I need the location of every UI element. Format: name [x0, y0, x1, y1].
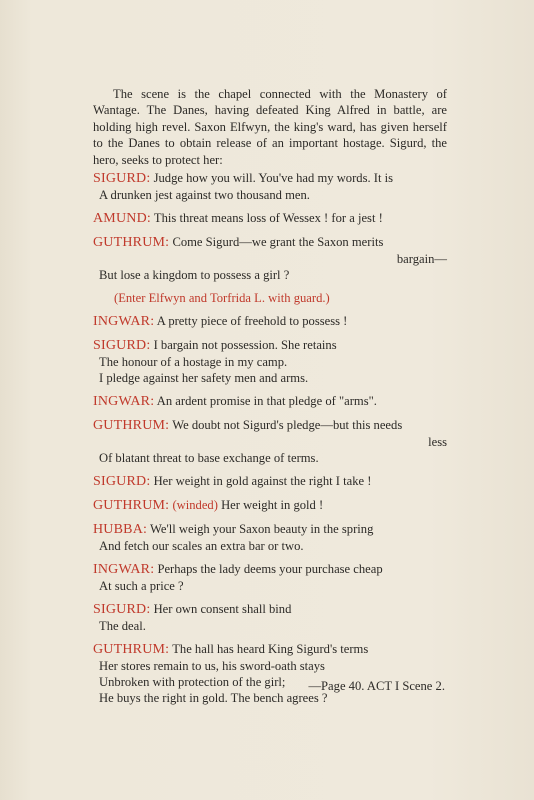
speaker-name: SIGURD: [93, 602, 151, 617]
inline-stage-direction: (winded) [172, 498, 218, 512]
speech-text: Her weight in gold ! [221, 498, 324, 512]
dialogue-line [93, 393, 447, 410]
speech-line: He buys the right in gold. The bench agrees ? [99, 691, 328, 705]
speaker-name: INGWAR: [93, 394, 155, 409]
dialogue-line [93, 234, 447, 251]
dialogue-line [93, 521, 447, 538]
speech-line: The deal. [99, 619, 146, 633]
dialogue-entry [93, 561, 447, 594]
dialogue-entry [93, 417, 447, 466]
dialogue-line [93, 473, 447, 490]
speech-text: We doubt not Sigurd's pledge—but this needs [172, 418, 403, 432]
speech-line: A drunken jest against two thousand men. [99, 188, 310, 202]
dialogue-entry [93, 497, 447, 514]
speech-text: Her own consent shall bind [153, 602, 292, 616]
dialogue-entry [93, 473, 447, 490]
dialogue-entry [93, 521, 447, 554]
speech-line: Of blatant threat to base exchange of terms. [99, 451, 319, 465]
dialogue-entry [93, 337, 447, 386]
dialogue-line [93, 561, 447, 578]
dialogue-line [93, 601, 447, 618]
scene-introduction: The scene is the chapel connected with the Monastery of Wantage. The Danes, having defeated King Alfred in battle, are holding high revel. Saxon Elfwyn, the king's ward, has given herself to the Danes to obtain release of an important hostage. Sigurd, the hero, seeks to protect her: [93, 86, 447, 167]
dialogue-entry [93, 234, 447, 283]
speech-text: Come Sigurd—we grant the Saxon merits [172, 235, 384, 249]
speech-text: The hall has heard King Sigurd's terms [172, 642, 369, 656]
speech-line: I pledge against her safety men and arms. [99, 371, 309, 385]
speech-line: Her stores remain to us, his sword-oath stays [99, 659, 325, 673]
speech-line: Unbroken with protection of the girl; [99, 675, 286, 689]
dialogue-line [93, 337, 447, 354]
stage-direction: (Enter Elfwyn and Torfrida L. with guard.) [114, 291, 330, 305]
speaker-name: SIGURD: [93, 171, 151, 186]
speech-line: But lose a kingdom to possess a girl ? [99, 268, 290, 282]
speech-text: This threat means loss of Wessex ! for a jest ! [153, 211, 383, 225]
speech-line: The honour of a hostage in my camp. [99, 355, 288, 369]
speaker-name: SIGURD: [93, 338, 151, 353]
dialogue-entry [93, 313, 447, 330]
dialogue-block [93, 170, 447, 713]
speech-text: Her weight in gold against the right I take ! [153, 474, 372, 488]
dialogue-entry [93, 641, 447, 706]
speaker-name: INGWAR: [93, 314, 155, 329]
dialogue-line [93, 210, 447, 227]
speech-text: An ardent promise in that pledge of "arms". [156, 394, 377, 408]
speaker-name: HUBBA: [93, 522, 148, 537]
speaker-name: INGWAR: [93, 562, 155, 577]
speaker-name: GUTHRUM: [93, 418, 170, 433]
dialogue-line [93, 313, 447, 330]
speech-continuation: bargain— [396, 252, 447, 266]
dialogue-entry [93, 210, 447, 227]
dialogue-entry [93, 290, 447, 306]
dialogue-line [93, 641, 447, 658]
dialogue-line [93, 497, 447, 514]
speech-text: Judge how you will. You've had my words. It is [153, 171, 394, 185]
speaker-name: AMUND: [93, 211, 151, 226]
speaker-name: GUTHRUM: [93, 498, 170, 513]
speech-text: We'll weigh your Saxon beauty in the spring [150, 522, 374, 536]
dialogue-line [93, 417, 447, 434]
speech-text: A pretty piece of freehold to possess ! [156, 314, 348, 328]
page-footer: —Page 40. ACT I Scene 2. [308, 679, 445, 693]
speech-line: At such a price ? [99, 579, 184, 593]
speaker-name: SIGURD: [93, 474, 151, 489]
speaker-name: GUTHRUM: [93, 235, 170, 250]
speaker-name: GUTHRUM: [93, 642, 170, 657]
speech-line: And fetch our scales an extra bar or two. [99, 539, 304, 553]
speech-text: Perhaps the lady deems your purchase cheap [157, 562, 383, 576]
dialogue-entry [93, 393, 447, 410]
dialogue-entry [93, 170, 447, 203]
dialogue-line [93, 170, 447, 187]
speech-continuation: less [428, 435, 447, 449]
speech-text: I bargain not possession. She retains [153, 338, 337, 352]
dialogue-entry [93, 601, 447, 634]
